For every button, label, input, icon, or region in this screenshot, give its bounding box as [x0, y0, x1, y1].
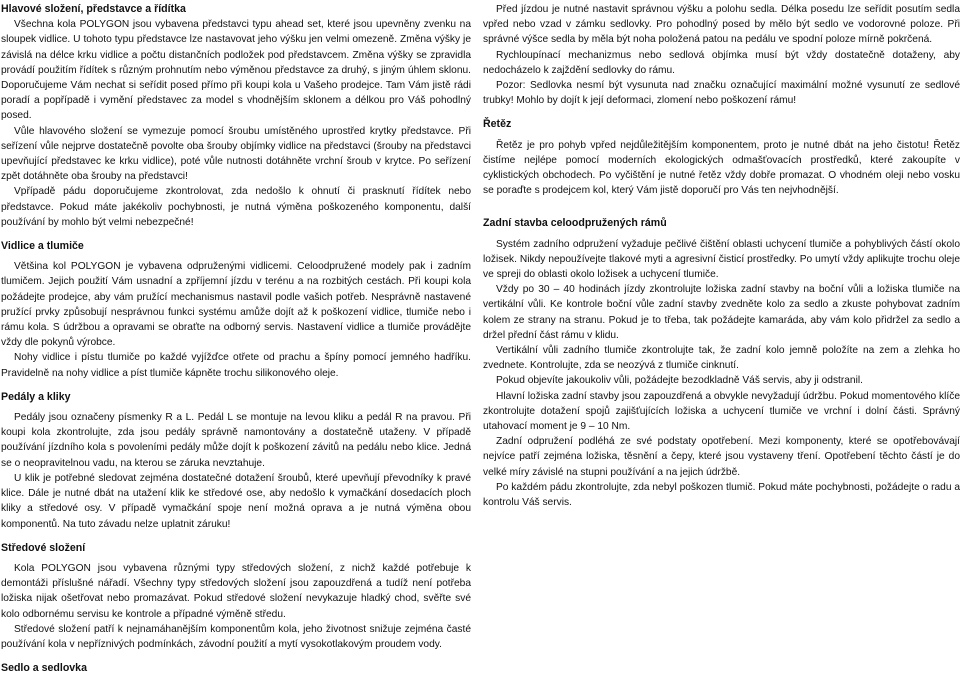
paragraph: U klik je potřebné sledovat zejména dostatečné dotažení šroubů, které upevňují převodníky k pravé klice. Dále je nutné dbát na utažení klik ke středové ose, aby nedošlo k vymačkání dosedacích ploch kliky a středové osy. V případě vymačkání spoje není možná oprava a je nutná výměna obou komponentů. Na tuto závadu nelze uplatnit záruku! — [1, 472, 471, 530]
paragraph: Pozor: Sedlovka nesmí být vysunuta nad značku označující maximální možné vysunutí ze sedlové trubky! Mohlo by dojít k její deformaci, zlomení nebo poškození rámu! — [483, 80, 960, 107]
section-retez — [483, 117, 960, 198]
section-zadni-stavba — [483, 216, 960, 510]
paragraph: Rychloupínací mechanizmus nebo sedlová objímka musí být vždy dostatečně dotaženy, aby nedocházelo k zajždění sedlovky do rámu. — [483, 49, 960, 76]
section-sedlo-continued — [483, 2, 960, 108]
section-heading: Zadní stavba celoodpružených rámů — [483, 217, 667, 230]
paragraph: Před jízdou je nutné nastavit správnou výšku a polohu sedla. Délka posedu lze seřídit posutím sedla vpřed nebo vzad v zámku sedlovky. Pro pohodlný posed by mělo být sedlo ve vodorovné poloze. Při správné výšce sedla by měla být noha položená patou na pedálu ve spodní poloze mírně pokrčená. — [483, 4, 960, 46]
section-heading: Středové složení — [1, 541, 86, 554]
paragraph: Hlavní ložiska zadní stavby jsou zapouzdřená a obvykle nevyžadují údržbu. Pokud momentového klíče zkontrolujte dotažení spojů zajišťujících ložiska a uchycení tlumiče ve vrchní i dolní části. Správný utahovací moment je 9 – 10 Nm. — [483, 390, 960, 433]
paragraph: Vždy po 30 – 40 hodinách jízdy zkontrolujte ložiska zadní stavby na boční vůli a ložiska tlumiče na vertikální vůli. Ke kontrole boční vůle zadní stavby zvedněte kolo za sedlo a zkuste pohybovat zadním kolem ze strany na stranu. Pokud je to třeba, tak požádejte kamaráda, aby vám kolo přidržel za sedlo a držel přední část rámu v klidu. — [483, 284, 960, 341]
paragraph: Většina kol POLYGON je vybavena odpruženými vidlicemi. Celoodpružené modely pak i zadním tlumičem. Jejich použití Vám usnadní a zpříjemní jízdu v terénu a na rozbitých cestách. Při koupi kola požádejte prodejce, aby vám pružící mechanismus nastavil podle vašich potřeb. Nesprávně nastavené pružící prvky způsobují nesprávnou funkci systému amůže dojít až k poškození vidlice, tlumiče nebo i rámu kola. S údržbou a opravami se obraťte na odborný servis. Nastavení vidlice a tlumiče provádějte vždy dle pokynů výrobce. — [1, 261, 471, 349]
paragraph: Řetěz je pro pohyb vpřed nejdůležitějším komponentem, proto je nutné dbát na jeho čistotu! Řetěz čistíme nejlépe pomocí moderních ekologických odmašťovacích prostředků, které zakoupíte v cyklistických obchodech. Po vyčištění je nutné řetěz vždy dobře promazat. O vhodném oleji nebo vosku se poraďte s prodejcem kol, který Vám jistě doporučí pro Vás ten nejvhodnější. — [483, 139, 960, 197]
section-heading: Pedály a kliky — [1, 390, 71, 403]
paragraph: Vertikální vůli zadního tlumiče zkontrolujte tak, že zadní kolo jemně položíte na zem a zlehka ho zvednete. Kontrolujte, zda se neozývá z tlumiče cinknutí. — [483, 345, 960, 372]
section-vidlice-tlumice — [1, 239, 471, 381]
section-stredove-slozeni — [1, 541, 471, 652]
section-hlavove-slozeni — [1, 2, 471, 230]
paragraph: Nohy vidlice i pístu tlumiče po každé vyjížďce otřete od prachu a špíny pomocí jemného hadříku. Pravidelně na nohy vidlice a píst tlumiče kápněte trochu silikonového oleje. — [1, 352, 471, 379]
section-heading: Vidlice a tlumiče — [1, 240, 84, 253]
paragraph: Pokud objevíte jakoukoliv vůli, požádejte bezodkladně Váš servis, aby ji odstranil. — [496, 375, 863, 387]
section-heading: Řetěz — [483, 118, 512, 131]
section-sedlo-sedlovka — [1, 661, 471, 676]
paragraph: Zadní odpružení podléhá ze své podstaty opotřebení. Mezi komponenty, které se opotřebovávají nejvíce patří zejména ložiska, těsnění a čepy, které jsou vystaveny tření. Opotřebení těchto částí je do velké míry závislé na stupni používání a na jejich údržbě. — [483, 436, 960, 478]
section-heading: Hlavové složení, představce a řídítka — [1, 3, 186, 15]
right-column — [483, 2, 960, 510]
paragraph: Středové složení patří k nejnamáhanějším komponentům kola, jeho životnost snižuje zejména časté používání kola v nepříznivých podmínkách, závodní použití a mytí vysokotlakovým proudem vody. — [1, 623, 471, 650]
paragraph: Vpřípadě pádu doporučujeme zkontrolovat, zda nedošlo k ohnutí či prasknutí řídítek nebo představce. Pokud máte jakékoliv pochybnosti, je nutná výměna poškozeného komponentu, další používání by mohlo být velmi nebezpečné! — [1, 186, 471, 228]
paragraph: Systém zadního odpružení vyžaduje pečlivé čištění oblasti uchycení tlumiče a pohyblivých částí okolo ložisek. Nikdy nepoužívejte tlakové myti a agresivní čisticí prostředky. Po umytí vždy aplikujte trochu oleje ve spreji do oblasti okolo ložisek a uchycení tlumiče. — [483, 238, 960, 281]
paragraph: Pedály jsou označeny písmenky R a L. Pedál L se montuje na levou kliku a pedál R na pravou. Při koupi kola zkontrolujte, zda jsou pedály správně namontovány a dostatečně utaženy. V případě používání jízdního kola s povoleními pedály může dojít k poškození závitů na pedálu nebo klice. Jedná se o neopravitelnou vadu, na kterou se záruka nevztahuje. — [1, 412, 471, 469]
section-pedaly-kliky — [1, 390, 471, 532]
left-column — [1, 2, 471, 676]
paragraph: Všechna kola POLYGON jsou vybavena představci typu ahead set, které jsou upevněny zvenku na sloupek vidlice. U tohoto typu představce lze nastavovat jeho výšku jen velmi omezeně. Změna výšky je závislá na délce krku vidlice a počtu distančních podložek pod představcem. Změna výšky se zpravidla provádí použitím řídítek s různým prohnutím nebo výměnou představce za druhý, s jiným úhlem sklonu. Doporučujeme Vám nechat si seřídit posed přímo při koupi kola u Vašeho prodejce. Tam Vám jistě rádi poradí a popřípadě i vymění představec za model s vhodnějším sklonem a délkou pro Váš pohodlný posed. — [1, 19, 471, 122]
section-heading: Sedlo a sedlovka — [1, 662, 87, 675]
paragraph: Po každém pádu zkontrolujte, zda nebyl poškozen tlumič. Pokud máte pochybnosti, požádejte o radu a kontrolu Váš servis. — [483, 481, 960, 509]
paragraph: Kola POLYGON jsou vybavena různými typy středových složení, z nichž každé potřebuje k demontáži příslušné nářadí. Všechny typy středových složení jsou zapouzdřená a tudíž není potřeba ložiska nijak ošetřovat nebo promazávat. Pokud středové složení nevykazuje hladký chod, svěřte své kolo odbornému servisu ke kontrole a případné výměně středu. — [1, 562, 471, 620]
paragraph: Vůle hlavového složení se vymezuje pomocí šroubu umístěného uprostřed krytky představce. Při seřízení vůle nejprve dostatečně povolte oba šrouby objímky vidlice na představci (šrouby na představci upevňující představec ke krku vidlice), poté vůle nutnosti dotáhněte vrchní šroub v krytce. Po seřízení zpět dotáhněte oba šrouby na představci! — [1, 125, 471, 183]
